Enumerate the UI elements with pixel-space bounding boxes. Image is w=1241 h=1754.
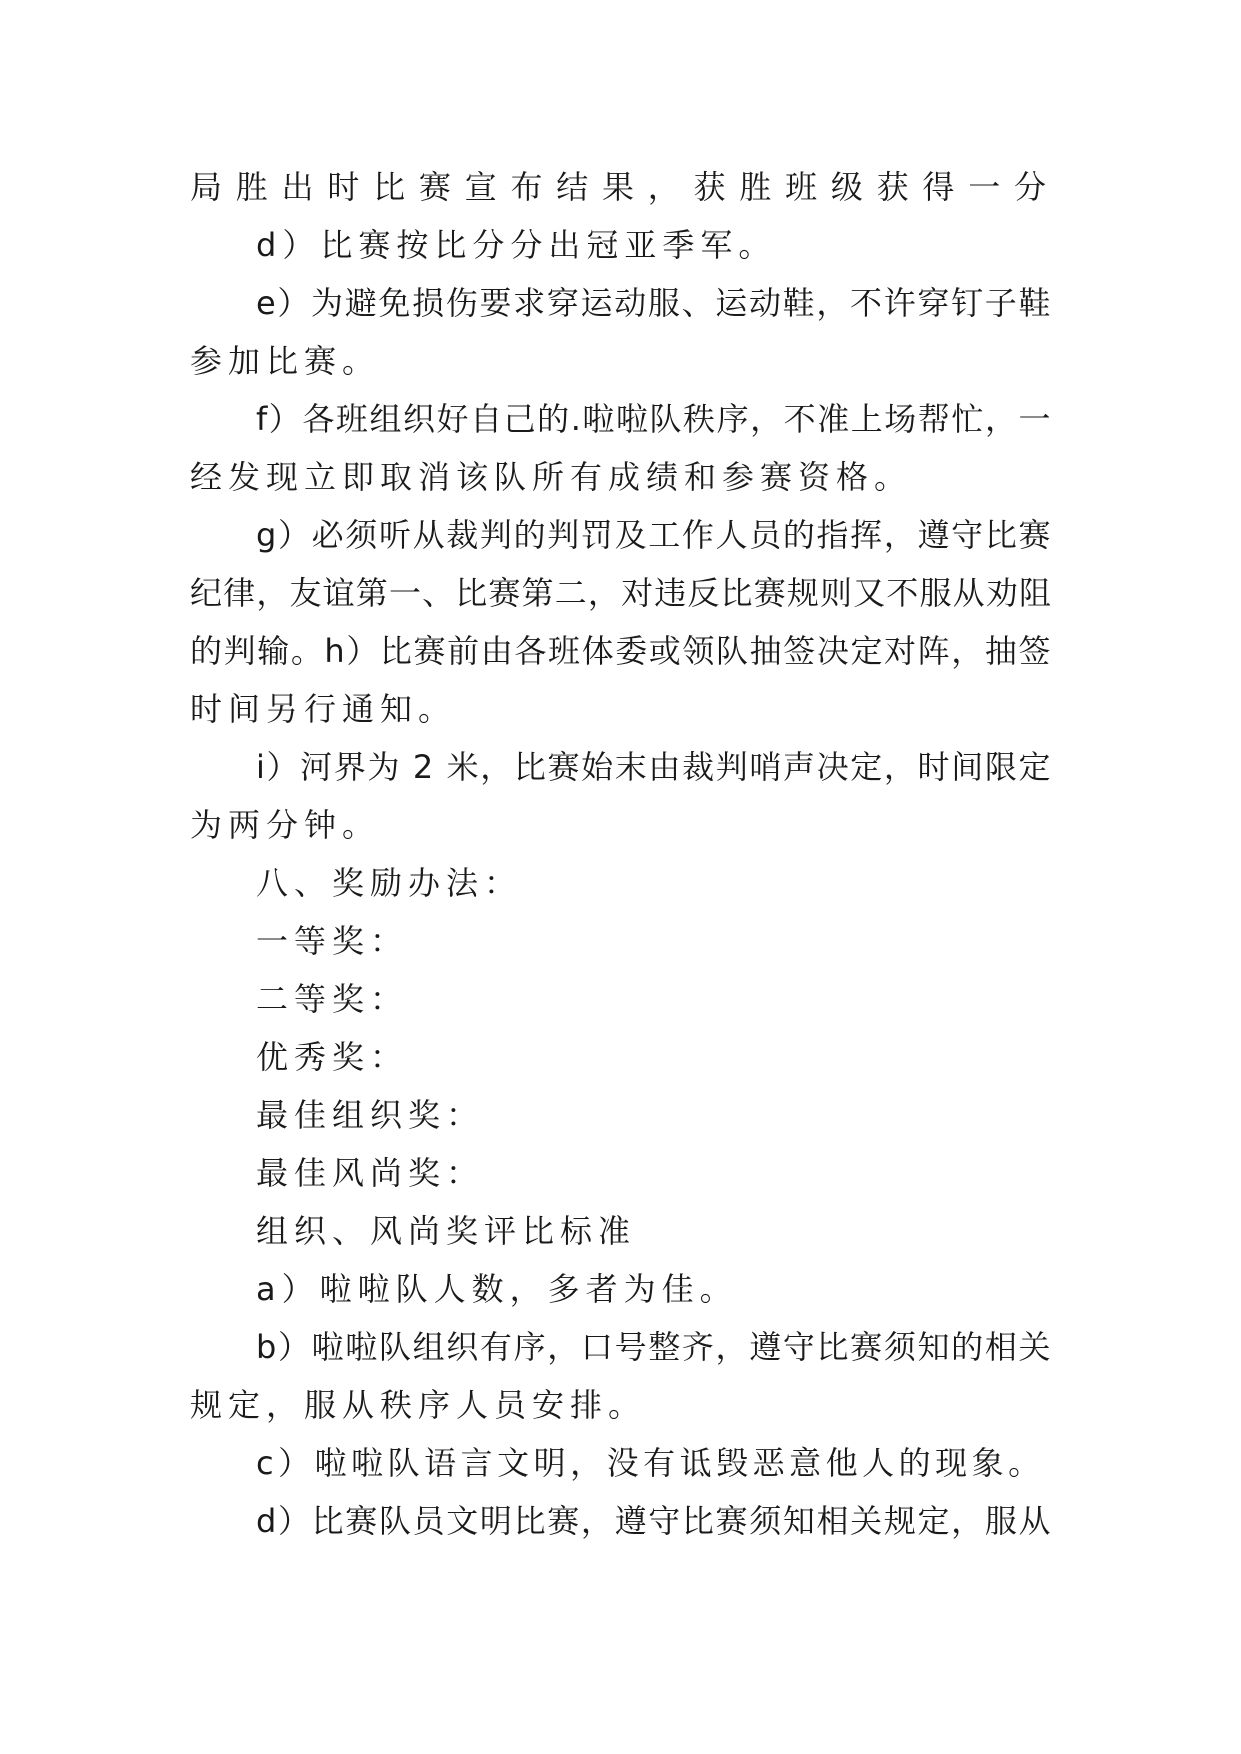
- document-body: [190, 158, 1052, 1550]
- text-line: 最佳风尚奖：: [256, 1154, 485, 1192]
- text-line: 二等奖：: [256, 980, 409, 1018]
- text-line: i）河界为 2 米，比赛始末由裁判哨声决定，时间限定: [256, 748, 1052, 786]
- text-line: d）比赛队员文明比赛，遵守比赛须知相关规定，服从: [256, 1502, 1052, 1540]
- text-line: 参加比赛。: [190, 342, 381, 380]
- text-line: e）为避免损伤要求穿运动服、运动鞋，不许穿钉子鞋: [256, 284, 1052, 322]
- text-line: 规定，服从秩序人员安排。: [190, 1386, 647, 1424]
- text-line: 优秀奖：: [256, 1038, 409, 1076]
- text-line: g）必须听从裁判的判罚及工作人员的指挥，遵守比赛: [256, 516, 1052, 554]
- text-line: 的判输。h）比赛前由各班体委或领队抽签决定对阵，抽签: [190, 632, 1052, 670]
- text-line: a）啦啦队人数，多者为佳。: [256, 1270, 738, 1308]
- text-line: 经发现立即取消该队所有成绩和参赛资格。: [190, 458, 913, 496]
- text-line: 为两分钟。: [190, 806, 381, 844]
- text-line: 最佳组织奖：: [256, 1096, 485, 1134]
- text-line: d）比赛按比分分出冠亚季军。: [256, 226, 777, 264]
- text-line: 一等奖：: [256, 922, 409, 960]
- text-line: 局胜出时比赛宣布结果，获胜班级获得一分: [190, 168, 1052, 206]
- text-line: 组织、风尚奖评比标准: [256, 1212, 637, 1250]
- text-line: c）啦啦队语言文明，没有诋毁恶意他人的现象。: [256, 1444, 1045, 1482]
- text-line: 纪律，友谊第一、比赛第二，对违反比赛规则又不服从劝阻: [190, 574, 1052, 612]
- text-line: 时间另行通知。: [190, 690, 457, 728]
- section-heading: 八、奖励办法：: [256, 864, 523, 902]
- text-line: f）各班组织好自己的.啦啦队秩序，不准上场帮忙，一: [256, 400, 1052, 438]
- text-line: b）啦啦队组织有序，口号整齐，遵守比赛须知的相关: [256, 1328, 1052, 1366]
